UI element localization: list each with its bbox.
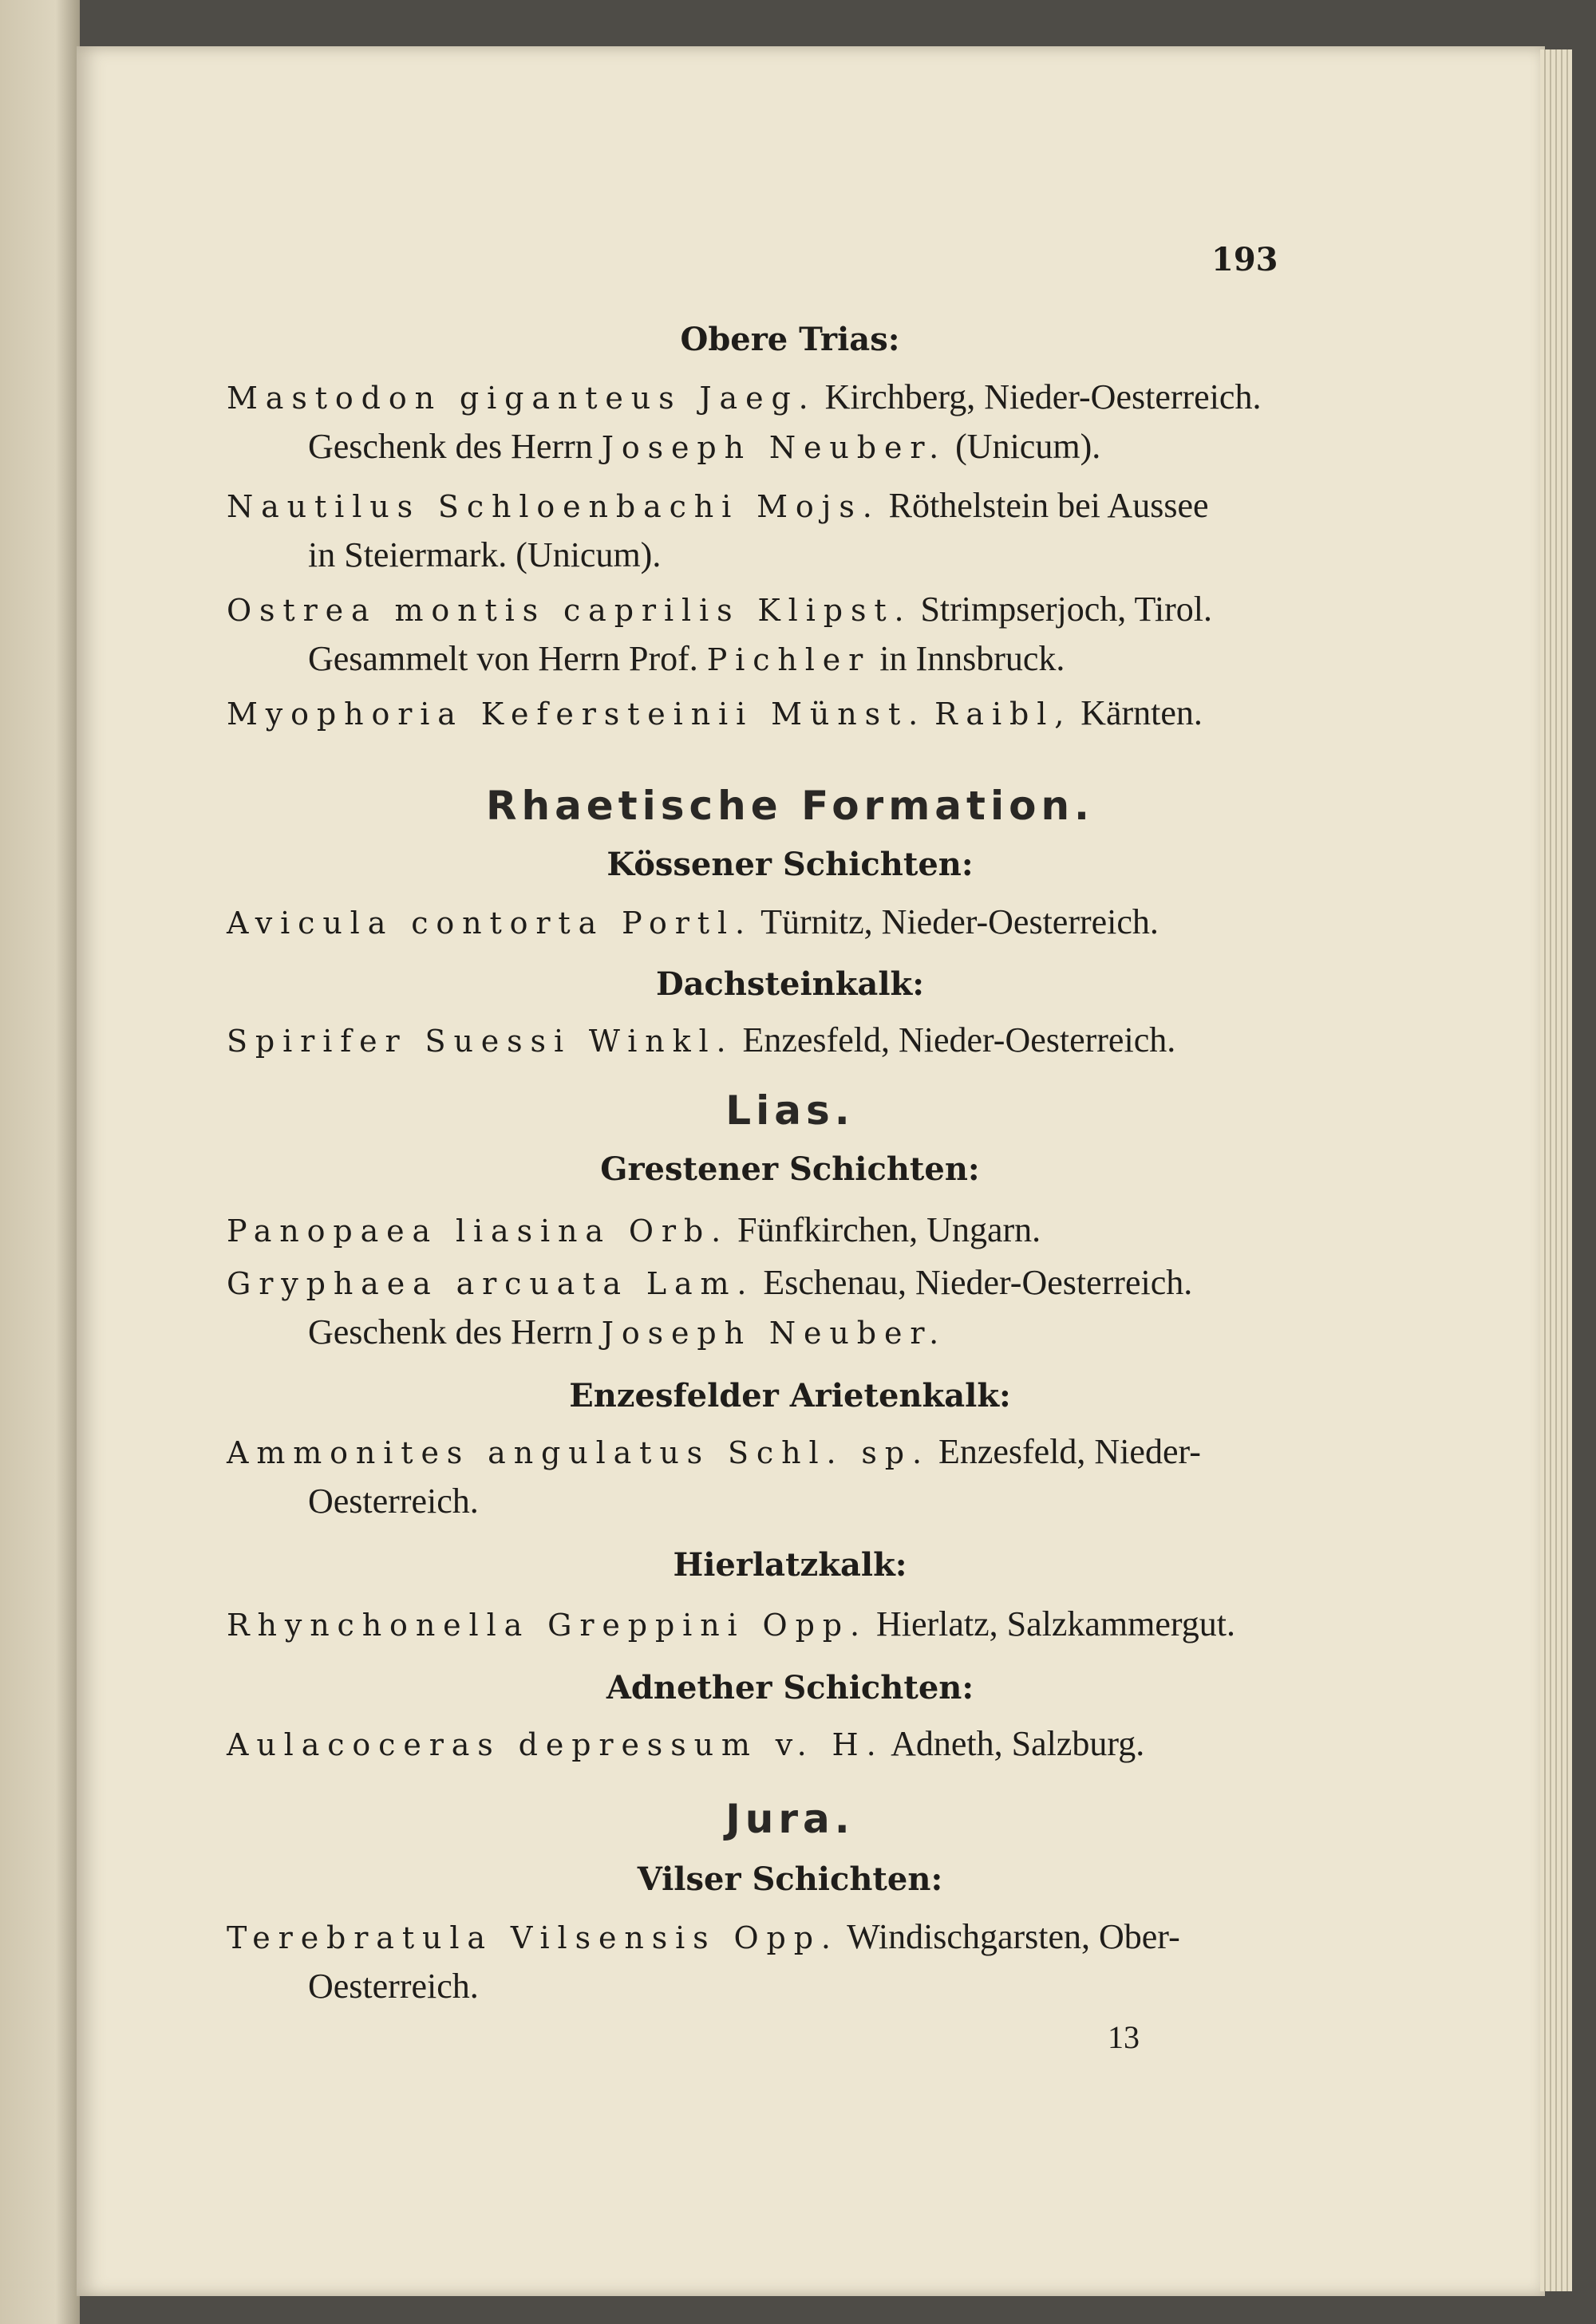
entry-myophoria: Myophoria Kefersteinii Münst. Raibl, Kärnten. [227, 693, 1203, 732]
entry-rhynchonella: Rhynchonella Greppini Opp. Hierlatz, Salzkammergut. [227, 1604, 1235, 1643]
heading-jura: Jura. [725, 1796, 855, 1842]
heading-obere-trias: Obere Trias: [680, 321, 900, 358]
heading-lias: Lias. [725, 1087, 855, 1134]
page-number: 193 [1211, 241, 1278, 278]
entry-nautilus-note: in Steiermark. (Unicum). [308, 535, 662, 574]
subheading-grestener: Grestener Schichten: [600, 1150, 980, 1188]
subheading-enzesfelder: Enzesfelder Arietenkalk: [569, 1377, 1011, 1415]
subheading-vilser: Vilser Schichten: [637, 1860, 943, 1898]
entry-aulacoceras: Aulacoceras depressum v. H. Adneth, Salzburg. [227, 1724, 1145, 1763]
entry-terebratula: Terebratula Vilsensis Opp. Windischgarsten, Ober- [227, 1917, 1180, 1956]
entry-panopaea: Panopaea liasina Orb. Fünfkirchen, Ungarn. [227, 1210, 1041, 1249]
entry-mastodon-note: Geschenk des Herrn Joseph Neuber. (Unicum). [308, 427, 1101, 466]
subheading-hierlatzkalk: Hierlatzkalk: [673, 1546, 907, 1584]
entry-mastodon: Mastodon giganteus Jaeg. Kirchberg, Nieder-Oesterreich. [227, 377, 1262, 416]
signature-mark: 13 [1108, 2019, 1140, 2055]
subheading-adnether: Adnether Schichten: [606, 1669, 974, 1707]
entry-gryphaea-note: Geschenk des Herrn Joseph Neuber. [308, 1312, 947, 1351]
entry-avicula: Avicula contorta Portl. Türnitz, Nieder-Oesterreich. [227, 902, 1159, 941]
entry-gryphaea: Gryphaea arcuata Lam. Eschenau, Nieder-Oesterreich. [227, 1263, 1193, 1302]
subheading-dachsteinkalk: Dachsteinkalk: [655, 965, 925, 1003]
heading-rhaetische-formation: Rhaetische Formation. [485, 783, 1095, 829]
entry-ammonites-cont: Oesterreich. [308, 1482, 479, 1521]
subheading-koessener: Kössener Schichten: [606, 846, 974, 883]
entry-terebratula-cont: Oesterreich. [308, 1967, 479, 2006]
entry-ammonites: Ammonites angulatus Schl. sp. Enzesfeld, Nieder- [227, 1432, 1201, 1471]
entry-ostrea-note: Gesammelt von Herrn Prof. Pichler in Innsbruck. [308, 639, 1065, 678]
entry-nautilus: Nautilus Schloenbachi Mojs. Röthelstein bei Aussee [227, 486, 1209, 525]
entry-spirifer: Spirifer Suessi Winkl. Enzesfeld, Nieder-Oesterreich. [227, 1020, 1176, 1059]
entry-ostrea: Ostrea montis caprilis Klipst. Strimpserjoch, Tirol. [227, 590, 1212, 629]
